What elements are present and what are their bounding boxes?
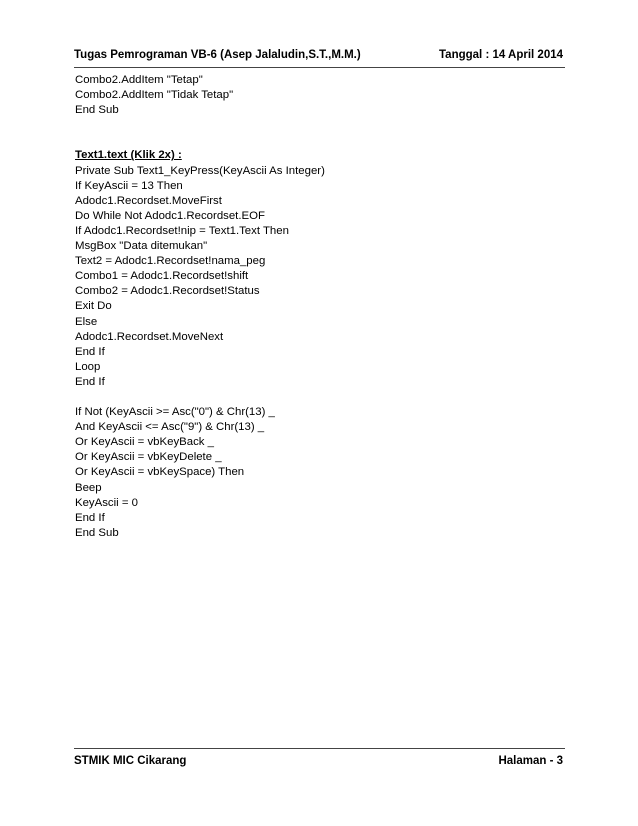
section-heading: Text1.text (Klik 2x) : xyxy=(75,149,182,162)
code-line: KeyAscii = 0 xyxy=(75,496,138,509)
code-line: End Sub xyxy=(75,526,119,539)
code-line: If KeyAscii = 13 Then xyxy=(75,179,183,192)
code-line: Do While Not Adodc1.Recordset.EOF xyxy=(75,209,265,222)
code-line: Text2 = Adodc1.Recordset!nama_peg xyxy=(75,255,266,268)
code-line: Adodc1.Recordset.MoveFirst xyxy=(75,194,222,207)
code-line: Combo2.AddItem "Tidak Tetap" xyxy=(75,89,234,102)
code-line: Loop xyxy=(75,360,101,373)
document-body xyxy=(75,73,325,541)
code-block-2 xyxy=(75,164,325,390)
code-line: If Not (KeyAscii >= Asc("0") & Chr(13) _ xyxy=(75,406,275,419)
code-line: Combo2 = Adodc1.Recordset!Status xyxy=(75,285,260,298)
code-line: And KeyAscii <= Asc("9") & Chr(13) _ xyxy=(75,421,265,434)
code-line: End Sub xyxy=(75,104,119,117)
code-line: MsgBox "Data ditemukan" xyxy=(75,240,208,253)
code-line: If Adodc1.Recordset!nip = Text1.Text Then xyxy=(75,224,289,237)
code-line: Exit Do xyxy=(75,300,112,313)
code-line: Combo1 = Adodc1.Recordset!shift xyxy=(75,270,249,283)
code-line: End If xyxy=(75,345,105,358)
code-line: Else xyxy=(75,315,98,328)
code-line: Or KeyAscii = vbKeySpace) Then xyxy=(75,466,245,479)
code-block-3 xyxy=(75,405,325,541)
header-title: Tugas Pemrograman VB-6 (Asep Jalaludin,S.T.,M.M.) xyxy=(74,49,361,61)
code-line: End If xyxy=(75,511,105,524)
code-line: Or KeyAscii = vbKeyBack _ xyxy=(75,436,214,449)
header-date: Tanggal : 14 April 2014 xyxy=(439,49,563,61)
page-number: Halaman - 3 xyxy=(498,755,563,767)
code-line: End If xyxy=(75,375,105,388)
page-header xyxy=(74,47,565,68)
code-line: Private Sub Text1_KeyPress(KeyAscii As Integer) xyxy=(75,164,325,177)
page-footer xyxy=(74,748,565,771)
code-line: Adodc1.Recordset.MoveNext xyxy=(75,330,224,343)
code-line: Combo2.AddItem "Tetap" xyxy=(75,74,203,86)
code-block-1 xyxy=(75,73,325,118)
code-line: Beep xyxy=(75,481,102,494)
footer-institution: STMIK MIC Cikarang xyxy=(74,755,187,767)
code-line: Or KeyAscii = vbKeyDelete _ xyxy=(75,451,222,464)
